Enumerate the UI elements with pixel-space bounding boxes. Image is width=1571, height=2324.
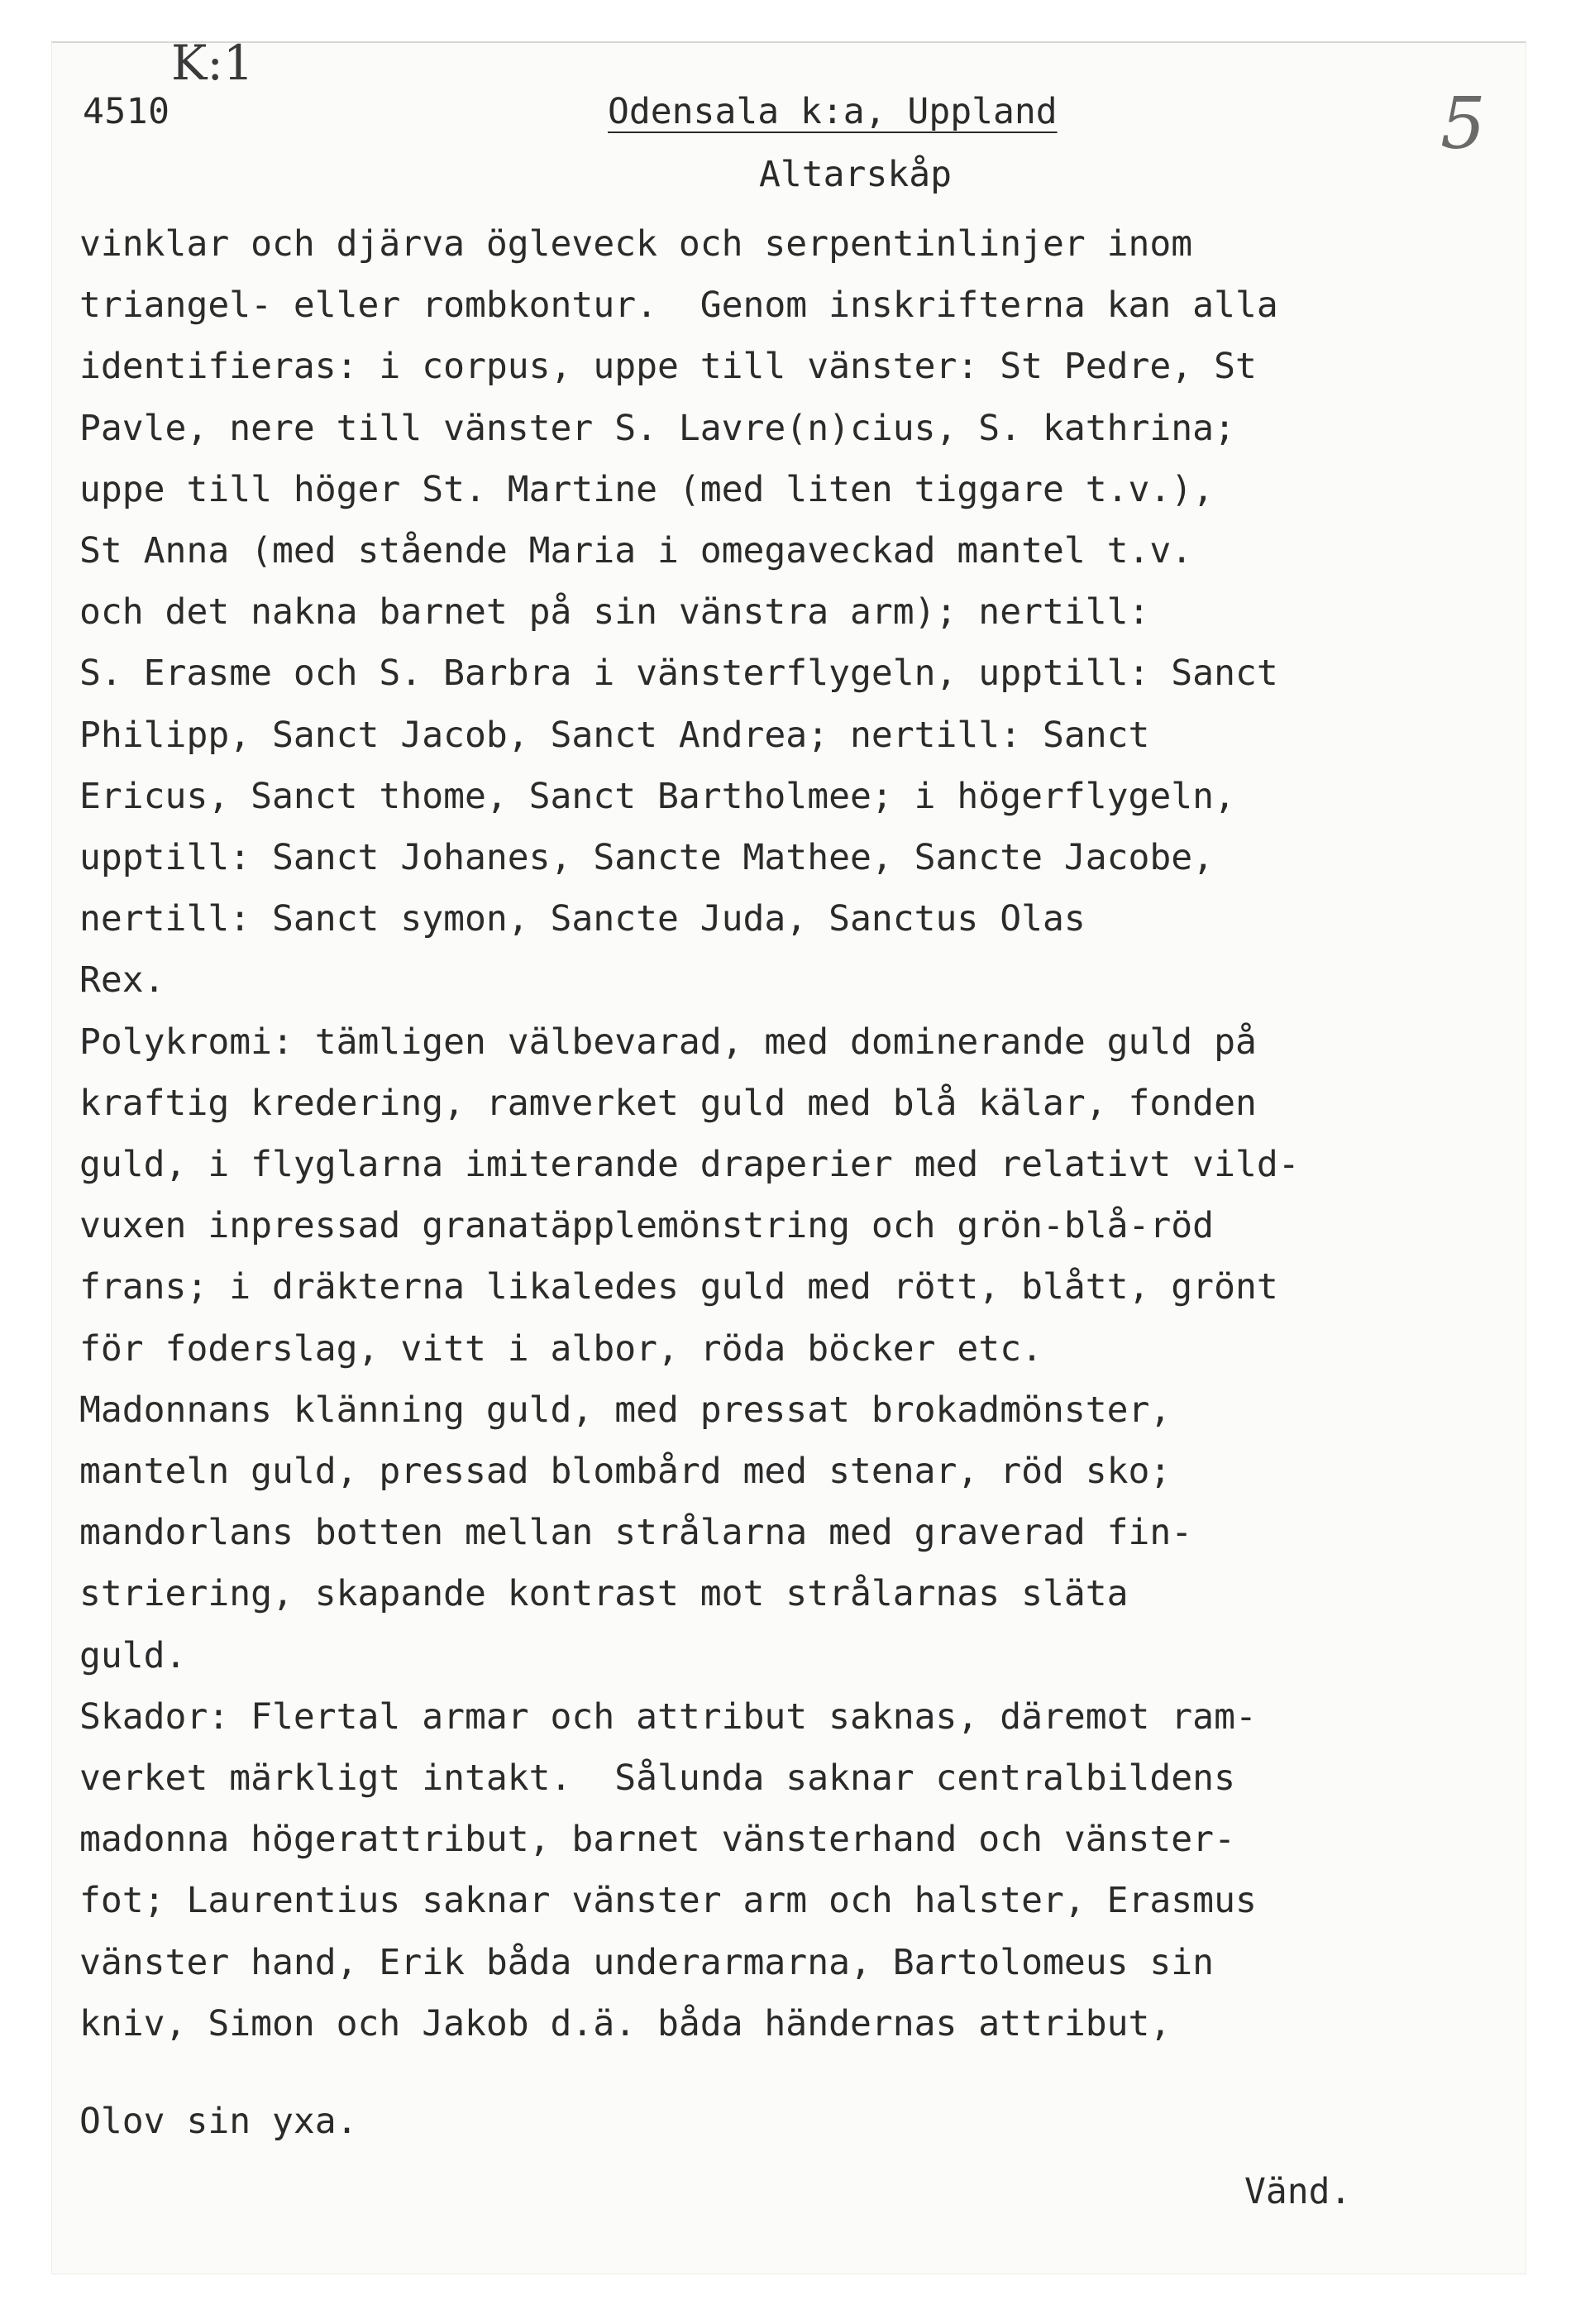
body-line: verket märkligt intakt. Sålunda saknar centralbildens	[79, 1757, 1235, 1800]
body-line: kniv, Simon och Jakob d.ä. båda händernas attribut,	[79, 2002, 1172, 2044]
body-line: frans; i dräkterna likaledes guld med rött, blått, grönt	[79, 1266, 1278, 1308]
body-line: Madonnans klänning guld, med pressat brokadmönster,	[79, 1389, 1172, 1431]
page-mark-handwritten: 5	[1440, 83, 1486, 165]
card-subtitle: Altarskåp	[759, 154, 952, 195]
body-line: vuxen inpressad granatäpplemönstring och grön-blå-röd	[79, 1205, 1215, 1247]
body-line: fot; Laurentius saknar vänster arm och halster, Erasmus	[79, 1880, 1257, 1922]
body-line: kraftig kredering, ramverket guld med blå kälar, fonden	[79, 1082, 1257, 1124]
body-line: nertill: Sanct symon, Sancte Juda, Sanctus Olas	[79, 898, 1086, 940]
card-id-handwritten: K:1	[171, 35, 254, 91]
body-line: uppe till höger St. Martine (med liten tiggare t.v.),	[79, 468, 1215, 510]
card-number: 4510	[83, 91, 170, 132]
body-line: guld, i flyglarna imiterande draperier med relativt vild-	[79, 1144, 1300, 1186]
body-line: upptill: Sanct Johanes, Sancte Mathee, Sancte Jacobe,	[79, 837, 1215, 879]
body-line: madonna högerattribut, barnet vänsterhand och vänster-	[79, 1819, 1235, 1861]
body-line: triangel- eller rombkontur. Genom inskrifterna kan alla	[79, 285, 1278, 327]
body-line: för foderslag, vitt i albor, röda böcker etc.	[79, 1327, 1043, 1370]
body-line: Rex.	[79, 959, 165, 1002]
body-line: identifieras: i corpus, uppe till vänster: St Pedre, St	[79, 346, 1257, 388]
body-line: Polykromi: tämligen välbevarad, med dominerande guld på	[79, 1021, 1257, 1063]
final-line: Olov sin yxa.	[79, 2101, 358, 2142]
body-line: mandorlans botten mellan strålarna med graverad fin-	[79, 1512, 1193, 1554]
body-line: Philipp, Sanct Jacob, Sanct Andrea; nertill: Sanct	[79, 714, 1150, 756]
body-line: Ericus, Sanct thome, Sanct Bartholmee; i högerflygeln,	[79, 775, 1235, 817]
body-text	[79, 213, 1502, 2054]
body-line: St Anna (med stående Maria i omegaveckad mantel t.v.	[79, 530, 1193, 572]
body-line: Pavle, nere till vänster S. Lavre(n)cius, S. kathrina;	[79, 407, 1235, 449]
card-title: Odensala k:a, Uppland	[608, 91, 1058, 132]
body-line: Skador: Flertal armar och attribut saknas, däremot ram-	[79, 1695, 1257, 1738]
body-line: guld.	[79, 1634, 187, 1676]
body-line: och det nakna barnet på sin vänstra arm); nertill:	[79, 591, 1150, 634]
body-line: striering, skapande kontrast mot strålarnas släta	[79, 1573, 1129, 1615]
body-line: manteln guld, pressad blombård med stenar, röd sko;	[79, 1451, 1172, 1493]
body-line: S. Erasme och S. Barbra i vänsterflygeln, upptill: Sanct	[79, 653, 1278, 695]
body-line: vänster hand, Erik båda underarmarna, Bartolomeus sin	[79, 1941, 1215, 1983]
body-line: vinklar och djärva ögleveck och serpentinlinjer inom	[79, 223, 1193, 265]
turn-over-note: Vänd.	[1244, 2171, 1352, 2212]
